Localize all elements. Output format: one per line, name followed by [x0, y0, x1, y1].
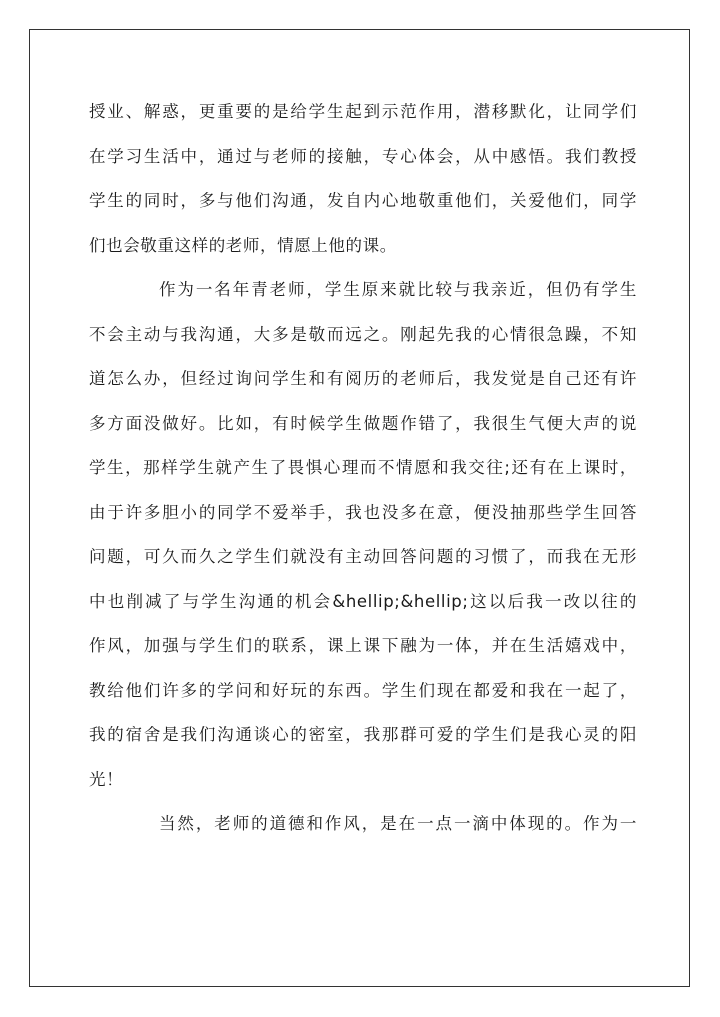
text-line: 光！: [89, 769, 124, 789]
text-line: 道怎么办，但经过询问学生和有阅历的老师后，我发觉是自己还有许: [89, 369, 637, 388]
text-line: 多方面没做好。比如，有时候学生做题作错了，我很生气便大声的说: [89, 413, 637, 433]
text-line: 学生，那样学生就产生了畏惧心理而不情愿和我交往;还有在上课时，: [89, 458, 637, 477]
paragraph-start-line: 作为一名年青老师，学生原来就比较与我亲近，但仍有学生: [159, 280, 637, 299]
paragraph-start-line: 当然，老师的道德和作风，是在一点一滴中体现的。作为一: [159, 814, 637, 833]
text-line: 教给他们许多的学问和好玩的东西。学生们现在都爱和我在一起了，: [89, 680, 637, 700]
text-line: 在学习生活中，通过与老师的接触，专心体会，从中感悟。我们教授: [89, 146, 637, 166]
text-line: 作风，加强与学生们的联系，课上课下融为一体，并在生活嬉戏中，: [89, 636, 637, 655]
text-line: 们也会敬重这样的老师，情愿上他的课。: [89, 235, 397, 255]
text-line: 不会主动与我沟通，大多是敬而远之。刚起先我的心情很急躁，不知: [89, 324, 637, 344]
text-line: 我的宿舍是我们沟通谈心的密室，我那群可爱的学生们是我心灵的阳: [89, 725, 637, 744]
text-line: 授业、解惑，更重要的是给学生起到示范作用，潜移默化，让同学们: [89, 102, 637, 121]
document-body: [89, 94, 637, 851]
text-line: 由于许多胆小的同学不爱举手，我也没多在意，便没抽那些学生回答: [89, 502, 637, 522]
text-line: 问题，可久而久之学生们就没有主动回答问题的习惯了，而我在无形: [89, 547, 637, 566]
text-line: 中也削减了与学生沟通的机会&hellip;&hellip;这以后我一改以往的: [89, 591, 637, 611]
text-line: 学生的同时，多与他们沟通，发自内心地敬重他们，关爱他们，同学: [89, 191, 637, 210]
